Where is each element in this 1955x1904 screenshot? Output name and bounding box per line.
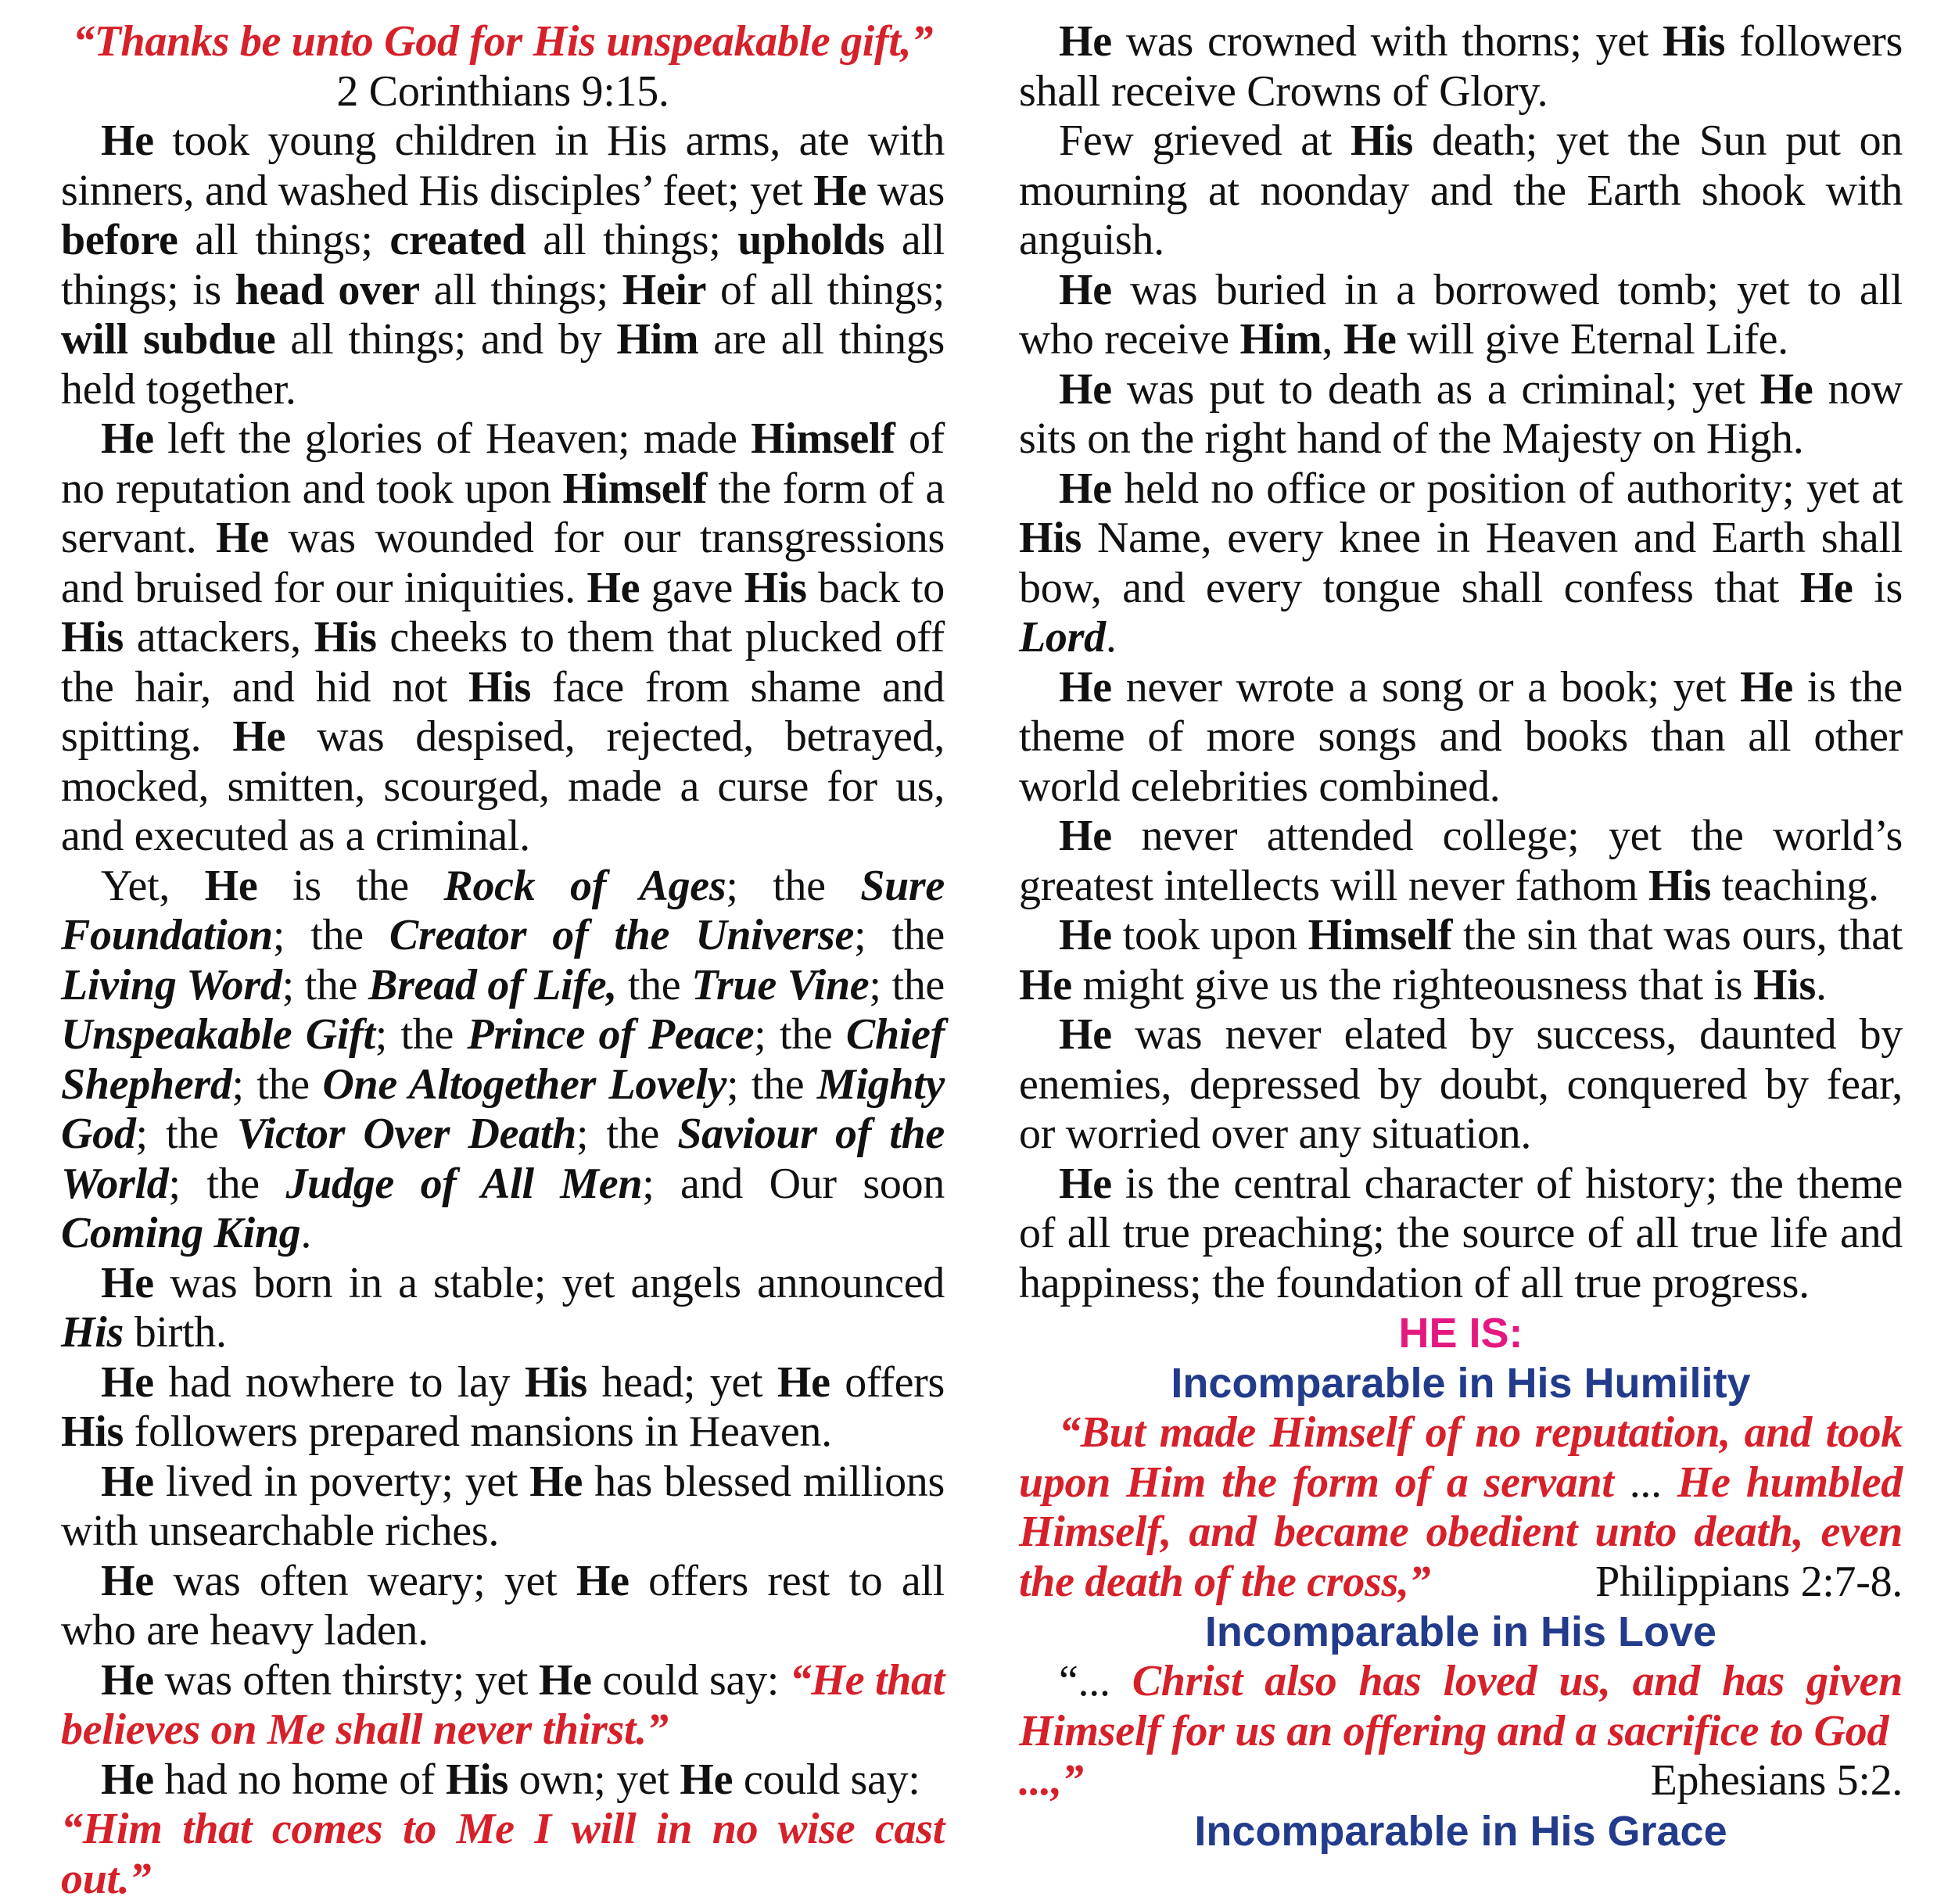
left-column [61,17,945,1904]
paragraph-no-office: He held no office or position of authority; yet at His Name, every knee in Heaven and Earth shall bow, and every tongue shall confess that He is Lord. [1019,464,1903,662]
title-rock-of-ages: Rock of Ages [443,861,726,910]
em-him: Him [616,315,699,364]
em-upholds: upholds [737,216,885,264]
paragraph-never-wrote: He never wrote a song or a book; yet He is the theme of more songs and books than all other world celebrities combined. [1019,662,1903,811]
paragraph-central-character: He is the central character of history; the theme of all true preaching; the source of all true life and happiness; the foundation of all true progress. [1019,1159,1903,1307]
paragraph-no-home: He had no home of His own; yet He could say: [101,1755,920,1804]
intro-reference: 2 Corinthians 9:15. [336,66,669,116]
em-he: He [813,166,867,215]
paragraph-stable: He was born in a stable; yet angels announced His birth. [61,1258,945,1357]
reference-philippians: Philippians 2:7-8. [1595,1557,1903,1606]
quote-love-end: ...,” Ephesians 5:2. [1019,1756,1903,1805]
em-heir: Heir [622,265,707,314]
heading-humility: Incomparable in His Humility [1171,1360,1751,1407]
heading-love: Incomparable in His Love [1204,1608,1717,1655]
paragraph-humble-acts: He took young children in His arms, ate with sinners, and washed His disciples’ feet; yet He was before all things; created all things; upholds all things; is head over all things; Heir of all things; will subdue all things; and by Him are all things held together. [61,117,945,414]
quote-cast-out: “Him that comes to Me I will in no wise cast out.” [61,1805,945,1903]
em-head-over: head over [235,265,420,314]
em-he: He [101,117,154,165]
intro-verse [61,17,945,117]
paragraph-never-attended-college: He never attended college; yet the world’s greatest intellects will never fathom His teaching. [1019,812,1903,910]
paragraph-buried: He was buried in a borrowed tomb; yet to all who receive Him, He will give Eternal Life. [1019,265,1903,364]
em-created: created [389,216,526,264]
paragraph-took-sin: He took upon Himself the sin that was ours, that He might give us the righteousness that is His. [1019,911,1903,1009]
paragraph-weary: He was often weary; yet He offers rest to all who are heavy laden. [61,1556,945,1655]
heading-grace: Incomparable in His Grace [1194,1807,1727,1855]
quote-love: “... Christ also has loved us, and has given Himself for us an offering and a sacrifice to God [1019,1657,1903,1755]
paragraph-never-elated: He was never elated by success, daunted by enemies, depressed by doubt, conquered by fear, or worried over any situation. [1019,1010,1903,1158]
paragraph-thirsty: He was often thirsty; yet He could say: “He that believes on Me shall never thirst.” [61,1655,945,1754]
quote-humility: “But made Himself of no reputation, and took upon Him the form of a servant ... He humbled Himself, and became obedient unto death, even the death of the cross,” Philippians 2:7-8. [1019,1408,1903,1606]
paragraph-put-to-death: He was put to death as a criminal; yet He now sits on the right hand of the Majesty on High. [1019,364,1903,463]
he-is-heading: HE IS: [1398,1310,1523,1357]
paragraph-titles: Yet, He is the Rock of Ages; the Sure Foundation; the Creator of the Universe; the Living Word; the Bread of Life, the True Vine; the Unspeakable Gift; the Prince of Peace; the Chief Shepherd; the One Altogether Lovely; the Mighty God; the Victor Over Death; the Saviour of the World; the Judge of All Men; and Our soon Coming King. [61,861,945,1257]
paragraph-crowned-with-thorns: He was crowned with thorns; yet His followers shall receive Crowns of Glory. [1019,17,1903,116]
right-column [1019,17,1903,1856]
reference-ephesians: Ephesians 5:2. [1650,1756,1903,1805]
paragraph-poverty: He lived in poverty; yet He has blessed millions with unsearchable riches. [61,1457,945,1555]
paragraph-nowhere-to-lay-head: He had nowhere to lay His head; yet He offers His followers prepared mansions in Heaven. [61,1357,945,1456]
intro-quote: “Thanks be unto God for His unspeakable gift,” [72,17,934,66]
paragraph-few-grieved: Few grieved at His death; yet the Sun put on mourning at noonday and the Earth shook with anguish. [1019,117,1903,264]
em-will-subdue: will subdue [61,315,276,364]
quote-never-thirst: “He that believes on Me shall never thirst.” [61,1655,945,1754]
em-before: before [61,216,178,264]
paragraph-left-glories: He left the glories of Heaven; made Himself of no reputation and took upon Himself the form of a servant. He was wounded for our transgressions and bruised for our iniquities. He gave His back to His attackers, His cheeks to them that plucked off the hair, and hid not His face from shame and spitting. He was despised, rejected, betrayed, mocked, smitten, scourged, made a curse for us, and executed as a criminal. [61,414,945,860]
